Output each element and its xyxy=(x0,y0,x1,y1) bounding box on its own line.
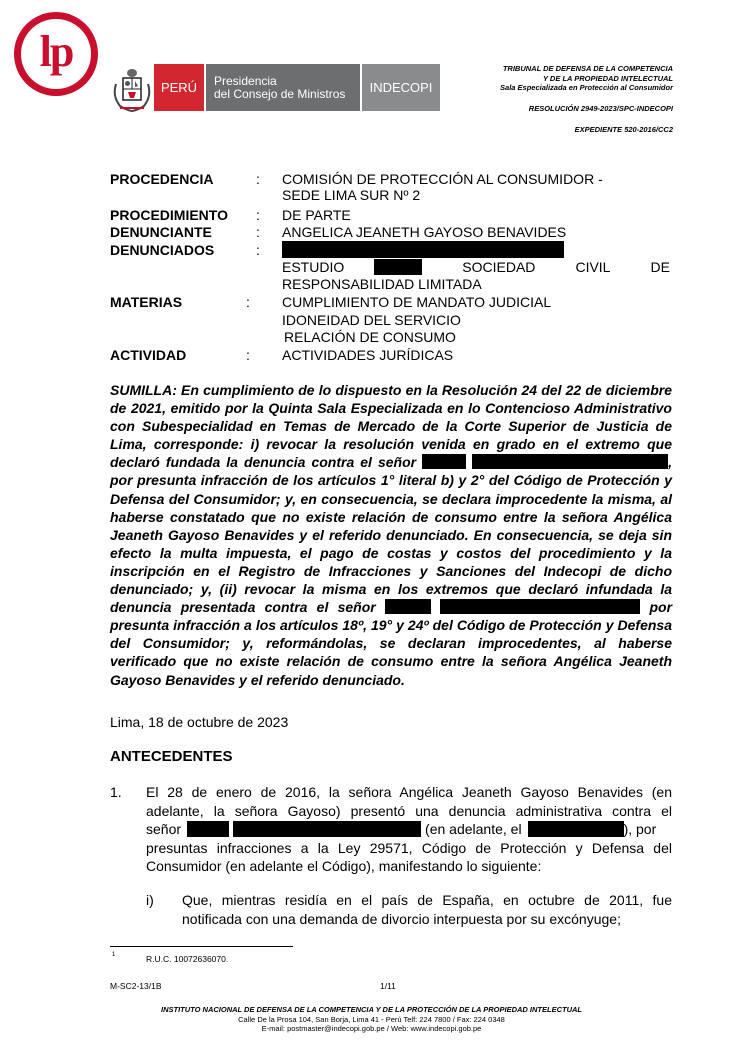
footer-contact: E-mail: postmaster@indecopi.gob.pe / Web: www.indecopi.gob.pe xyxy=(261,1024,482,1033)
redaction-bar xyxy=(282,241,564,258)
denunciados-word: DE xyxy=(650,259,670,275)
sumilla-paragraph xyxy=(110,381,672,689)
materias-label: MATERIAS xyxy=(110,294,183,310)
actividad-value: ACTIVIDADES JURÍDICAS xyxy=(282,347,454,363)
colon: : xyxy=(246,347,250,363)
sumilla-part3: por presunta infracción a los artículos 18º, 19° y 24º del Código de Protección y Defensa del Consumidor; y, reformándolas, se declaran improcedentes, al haberse verificado que no existe relación de consumo entre la señora Angélica Jeaneth Gayoso Benavides y el referido denunciado. xyxy=(110,599,673,688)
indecopi-label: INDECOPI xyxy=(362,64,440,111)
procedimiento-label: PROCEDIMIENTO xyxy=(110,207,228,223)
colon: : xyxy=(256,242,260,258)
document-date: Lima, 18 de octubre de 2023 xyxy=(110,714,289,730)
subitem-paragraph xyxy=(182,891,672,928)
item1-text: (en adelante, el xyxy=(425,821,522,837)
denunciados-word: SOCIEDAD xyxy=(462,259,536,275)
item1-line: El 28 de enero de 2016, la señora Angélica Jeaneth Gayoso Benavides (en xyxy=(146,784,672,800)
item1-line: Consumidor (en adelante el Código), manifestando lo siguiente: xyxy=(146,858,542,874)
redaction-bar xyxy=(374,259,422,275)
item1-text: señor xyxy=(146,821,182,837)
item1-paragraph xyxy=(146,783,672,876)
header-tribunal xyxy=(500,64,673,93)
redaction-bar xyxy=(422,454,466,469)
materia-item: RELACIÓN DE CONSUMO xyxy=(284,329,456,345)
procedencia-value xyxy=(282,171,672,203)
footnote-divider xyxy=(110,946,293,947)
redaction-bar xyxy=(187,821,229,837)
footer-address: Calle De la Prosa 104, San Borja, Lima 41 - Perú Telf: 224 7800 / Fax: 224 0348 xyxy=(238,1015,505,1024)
materia-item: CUMPLIMIENTO DE MANDATO JUDICIAL xyxy=(282,294,552,310)
section-title: ANTECEDENTES xyxy=(110,748,233,765)
lp-logo xyxy=(14,12,98,96)
header-line1: TRIBUNAL DE DEFENSA DE LA COMPETENCIA xyxy=(502,64,673,73)
procedencia-line2: SEDE LIMA SUR Nº 2 xyxy=(282,187,421,203)
actividad-label: ACTIVIDAD xyxy=(110,347,187,363)
footnote-mark: 1 xyxy=(112,952,116,958)
redaction-bar xyxy=(440,599,640,614)
redaction-bar xyxy=(528,821,624,837)
denunciante-value: ANGELICA JEANETH GAYOSO BENAVIDES xyxy=(282,224,567,240)
sumilla-part2: , por presunta infracción de los artículos 1° literal b) y 2° del Código de Protección y Defensa del Consumidor; y, en consecuencia, se declara improcedente la misma, al haberse constatado que no existe relación de consumo entre la señora Angélica Jeaneth Gayoso Benavides y el referido denunciado. En consecuencia, se deja sin efecto la multa impuesta, el pago de costas y costos del procedimiento y la inscripción en el Registro de Infracciones y Sanciones del Indecopi de dicho denunciado; y, (ii) revocar la misma en los extremos que declaró infundada la denuncia presentada contra el señor xyxy=(110,454,673,616)
item1-line: adelante, la señora Gayoso) presentó una denuncia administrativa contra el xyxy=(146,802,672,819)
resolucion-number: RESOLUCIÓN 2949-2023/SPC-INDECOPI xyxy=(528,104,673,113)
footer-institute: INSTITUTO NACIONAL DE DEFENSA DE LA COMPETENCIA Y DE LA PROTECCIÓN DE LA PROPIEDAD INTELECTUAL xyxy=(161,1005,582,1014)
item1-line xyxy=(146,820,672,839)
colon: : xyxy=(256,207,260,223)
redaction-bar xyxy=(233,821,421,837)
pcm-line2: del Consejo de Ministros xyxy=(214,86,346,101)
header-line2: Y DE LA PROPIEDAD INTELECTUAL xyxy=(542,73,673,83)
peru-coat-of-arms-icon xyxy=(110,66,154,112)
pcm-line1: Presidencia xyxy=(214,73,277,88)
form-code: M-SC2-13/1B xyxy=(110,981,162,991)
colon: : xyxy=(256,224,260,240)
header-line3: Sala Especializada en Protección al Consumidor xyxy=(500,83,673,92)
subitem-number: i) xyxy=(146,892,154,908)
procedimiento-value: DE PARTE xyxy=(282,207,351,223)
denunciados-word: CIVIL xyxy=(575,259,611,275)
peru-label: PERÚ xyxy=(154,64,204,111)
denunciante-label: DENUNCIANTE xyxy=(110,224,212,240)
redaction-bar xyxy=(385,599,431,614)
materia-item: IDONEIDAD DEL SERVICIO xyxy=(282,311,461,328)
redaction-bar xyxy=(472,454,668,469)
materias-values xyxy=(282,294,551,347)
denunciados-line1 xyxy=(282,259,670,275)
item-number: 1. xyxy=(110,784,122,800)
expediente-number: EXPEDIENTE 520-2016/CC2 xyxy=(574,125,673,134)
item1-line: presuntas infracciones a la Ley 29571, Código de Protección y Defensa del xyxy=(146,839,672,856)
lp-logo-text: lp xyxy=(39,27,73,76)
subitem-line: Que, mientras residía en el país de España, en octubre de 2011, fue xyxy=(182,892,672,908)
procedencia-label: PROCEDENCIA xyxy=(110,171,214,187)
colon: : xyxy=(256,171,260,187)
denunciados-line2: RESPONSABILIDAD LIMITADA xyxy=(282,276,482,292)
sumilla-part1: SUMILLA: En cumplimiento de lo dispuesto en la Resolución 24 del 22 de diciembre de 2021, emitido por la Quinta Sala Especializada en lo Contencioso Administrativo con Subespecialidad en Temas de Mercado de la Corte Superior de Justicia de Lima, corresponde: i) revocar la resolución venida en grado en el extremo que declaró fundada la denuncia contra el señor xyxy=(110,382,672,471)
page-number: 1/11 xyxy=(380,981,396,991)
denunciados-label: DENUNCIADOS xyxy=(110,242,215,258)
footnote-text: R.U.C. 10072636070. xyxy=(146,954,229,964)
procedencia-line1: COMISIÓN DE PROTECCIÓN AL CONSUMIDOR - xyxy=(282,171,603,187)
item1-text: ), por xyxy=(623,821,657,837)
pcm-label xyxy=(206,64,360,111)
colon: : xyxy=(246,294,250,310)
denunciados-word: ESTUDIO xyxy=(282,259,345,275)
subitem-line: notificada con una demanda de divorcio interpuesta por su excónyuge; xyxy=(182,910,621,927)
